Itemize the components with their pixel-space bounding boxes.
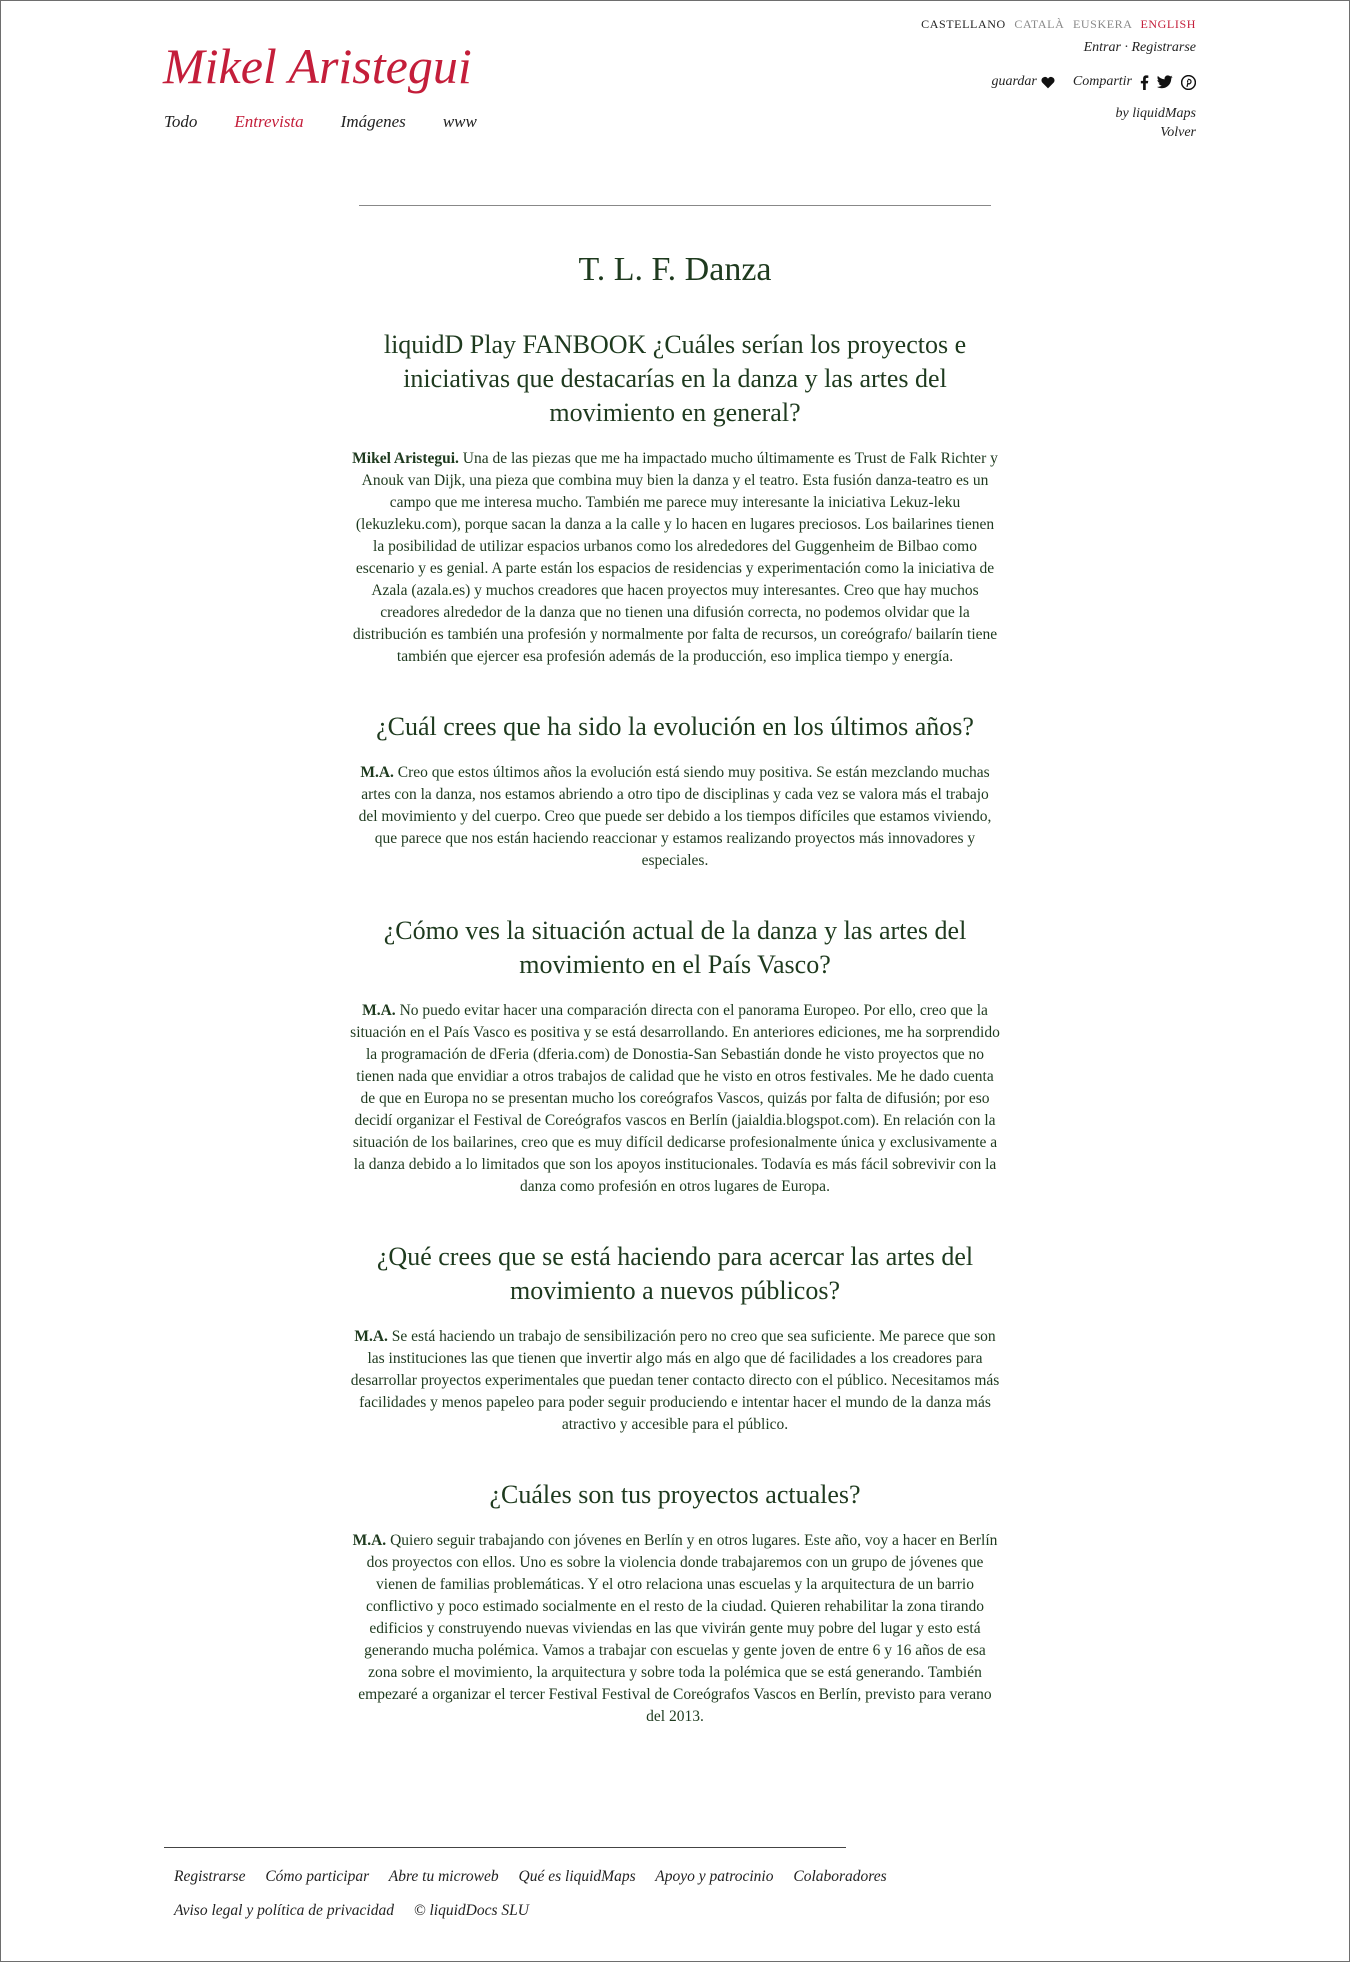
main-nav (164, 112, 514, 132)
back-link[interactable]: Volver (1160, 125, 1196, 140)
answer-body: Se está haciendo un trabajo de sensibilización pero no creo que sea suficiente. Me parece que son las instituciones las que tienen que invertir algo más en algo que dé facilidades a los creadores para desarrollar proyectos experimentales que puedan tener contacto directo con el público. Necesitamos más facilidades y menos papeleo para poder seguir produciendo e intentar hacer el mundo de la danza más atractivo y accesible para el público. (350, 1328, 1000, 1433)
footer-link-aviso-legal[interactable]: Aviso legal y política de privacidad (174, 1902, 394, 1919)
answer-body: Quiero seguir trabajando con jóvenes en Berlín y en otros lugares. Este año, voy a hacer en Berlín dos proyectos con ellos. Uno es sobre la violencia donde trabajaremos con un grupo de jóvenes que vienen de familias problemáticas. Y el otro relaciona unas escuelas y la arquitectura de un barrio conflictivo y poco estimado socialmente en el resto de la ciudad. Quieren rehabilitar la zona tirando edificios y construyendo nuevas viviendas en las que vivirán gente muy pobre del lugar y esto está generando mucha polémica. Vamos a trabajar con escuelas y gente joven de entre 6 y 16 años de esa zona sobre el movimiento, la arquitectura y sobre toda la polémica que se está generando. También empezaré a organizar el tercer Festival Festival de Coreógrafos Vascos en Berlín, previsto para verano del 2013. (358, 1532, 998, 1725)
article (350, 246, 1000, 1770)
lang-euskera[interactable]: EUSKERA (1072, 17, 1132, 31)
interview-section (350, 1240, 1000, 1436)
footer-link-como-participar[interactable]: Cómo participar (265, 1868, 370, 1885)
lang-castellano[interactable]: CASTELLANO (921, 17, 1006, 31)
question-heading: ¿Cuál crees que ha sido la evolución en los últimos años? (376, 712, 974, 741)
share-label: Compartir (1072, 74, 1132, 89)
interview-section (350, 710, 1000, 872)
answer-text (350, 1530, 1000, 1728)
answer-body: No puedo evitar hacer una comparación directa con el panorama Europeo. Por ello, creo que la situación en el País Vasco es positiva y se está desarrollando. En anteriores ediciones, me ha sorprendido la programación de dFeria (dferia.com) de Donostia-San Sebastián donde he visto proyectos que no tienen nada que envidiar a otros trabajos de calidad que he visto en otros festivales. Me he dado cuenta de que en Europa no se presentan mucho los coreógrafos Vascos, quizás por falta de difusión; por eso decidí organizar el Festival de Coreógrafos vascos en Berlín (jaialdia.blogspot.com). En relación con la situación de los bailarines, creo que es muy difícil dedicarse profesionalmente única y exclusivamente a la danza debido a lo limitados que son los apoyos institucionales. Todavía es más fácil sobrevivir con la danza como profesión en otros lugares de Europa. (350, 1002, 1000, 1195)
answer-text (350, 1326, 1000, 1436)
footer-divider (164, 1847, 846, 1848)
register-link[interactable]: Registrarse (1131, 40, 1196, 55)
auth-links (1084, 40, 1196, 56)
copyright: © liquidDocs SLU (413, 1902, 529, 1919)
answer-text (350, 1000, 1000, 1198)
nav-item-todo[interactable]: Todo (164, 112, 198, 131)
interview-section (350, 914, 1000, 1198)
auth-separator: · (1120, 40, 1132, 55)
pinterest-icon[interactable] (1181, 75, 1196, 90)
lang-catala[interactable]: CATALÀ (1014, 17, 1065, 31)
save-button[interactable] (991, 74, 1054, 90)
lang-english[interactable]: ENGLISH (1140, 17, 1196, 31)
share-group (1073, 74, 1196, 90)
nav-item-entrevista[interactable]: Entrevista (234, 112, 304, 131)
footer (174, 1860, 974, 1928)
nav-item-imagenes[interactable]: Imágenes (340, 112, 406, 131)
interview-section (350, 1478, 1000, 1728)
language-selector (916, 17, 1196, 32)
footer-link-registrarse[interactable]: Registrarse (174, 1868, 246, 1885)
action-bar (991, 74, 1196, 90)
answer-body: Creo que estos últimos años la evolución está siendo muy positiva. Se están mezclando muchas artes con la danza, nos estamos abriendo a otro tipo de disciplinas y cada vez se valora más el trabajo del movimiento y del cuerpo. Creo que puede ser debido a los tiempos difíciles que estamos viviendo, que parece que nos están haciendo reaccionar y estamos realizando proyectos más innovadores y especiales. (358, 764, 992, 869)
speaker-label: M.A. (352, 1532, 387, 1549)
question-heading: ¿Cómo ves la situación actual de la danza y las artes del movimiento en el País Vasco? (383, 916, 967, 979)
answer-text (350, 448, 1000, 668)
footer-link-apoyo[interactable]: Apoyo y patrocinio (655, 1868, 774, 1885)
byline (1116, 104, 1197, 142)
site-title[interactable]: Mikel Aristegui (163, 38, 472, 94)
by-liquidmaps-link[interactable]: by liquidMaps (1115, 106, 1196, 121)
nav-item-www[interactable]: www (442, 112, 477, 131)
page-title: T. L. F. Danza (578, 251, 772, 288)
question-heading: ¿Cuáles son tus proyectos actuales? (489, 1480, 861, 1509)
footer-link-abre-microweb[interactable]: Abre tu microweb (388, 1868, 499, 1885)
question-heading: ¿Qué crees que se está haciendo para acercar las artes del movimiento a nuevos públicos? (376, 1242, 974, 1305)
speaker-label: M.A. (360, 764, 394, 781)
speaker-label: Mikel Aristegui. (352, 450, 459, 467)
answer-body: Una de las piezas que me ha impactado mucho últimamente es Trust de Falk Richter y Anouk van Dijk, una pieza que combina muy bien la danza y el teatro. Esta fusión danza-teatro es un campo que me interesa mucho. También me parece muy interesante la iniciativa Lekuz-leku (lekuzleku.com), porque sacan la danza a la calle y lo hacen en lugares preciosos. Los bailarines tienen la posibilidad de utilizar espacios urbanos como los alrededores del Guggenheim de Bilbao como escenario y es genial. A parte están los espacios de residencias y experimentación como la iniciativa de Azala (azala.es) y muchos creadores que hacen proyectos muy interesantes. Creo que hay muchos creadores alrededor de la danza que no tienen una difusión correcta, no podemos olvidar que la distribución es también una profesión y normalmente por falta de recursos, un coreógrafo/ bailarín tiene también que ejercer esa profesión además de la producción, eso implica tiempo y energía. (352, 450, 998, 665)
speaker-label: M.A. (362, 1002, 396, 1019)
facebook-icon[interactable] (1140, 75, 1149, 90)
footer-link-que-es-liquidmaps[interactable]: Qué es liquidMaps (518, 1868, 636, 1885)
answer-text (350, 762, 1000, 872)
question-heading: liquidD Play FANBOOK ¿Cuáles serían los proyectos e iniciativas que destacarías en la danza y las artes del movimiento en general? (383, 330, 967, 427)
footer-link-colaboradores[interactable]: Colaboradores (793, 1868, 887, 1885)
heart-icon (1041, 76, 1055, 89)
interview-section (350, 328, 1000, 668)
divider (359, 205, 991, 206)
login-link[interactable]: Entrar (1083, 40, 1121, 55)
twitter-icon[interactable] (1157, 75, 1173, 89)
save-label: guardar (991, 74, 1037, 89)
speaker-label: M.A. (354, 1328, 388, 1345)
